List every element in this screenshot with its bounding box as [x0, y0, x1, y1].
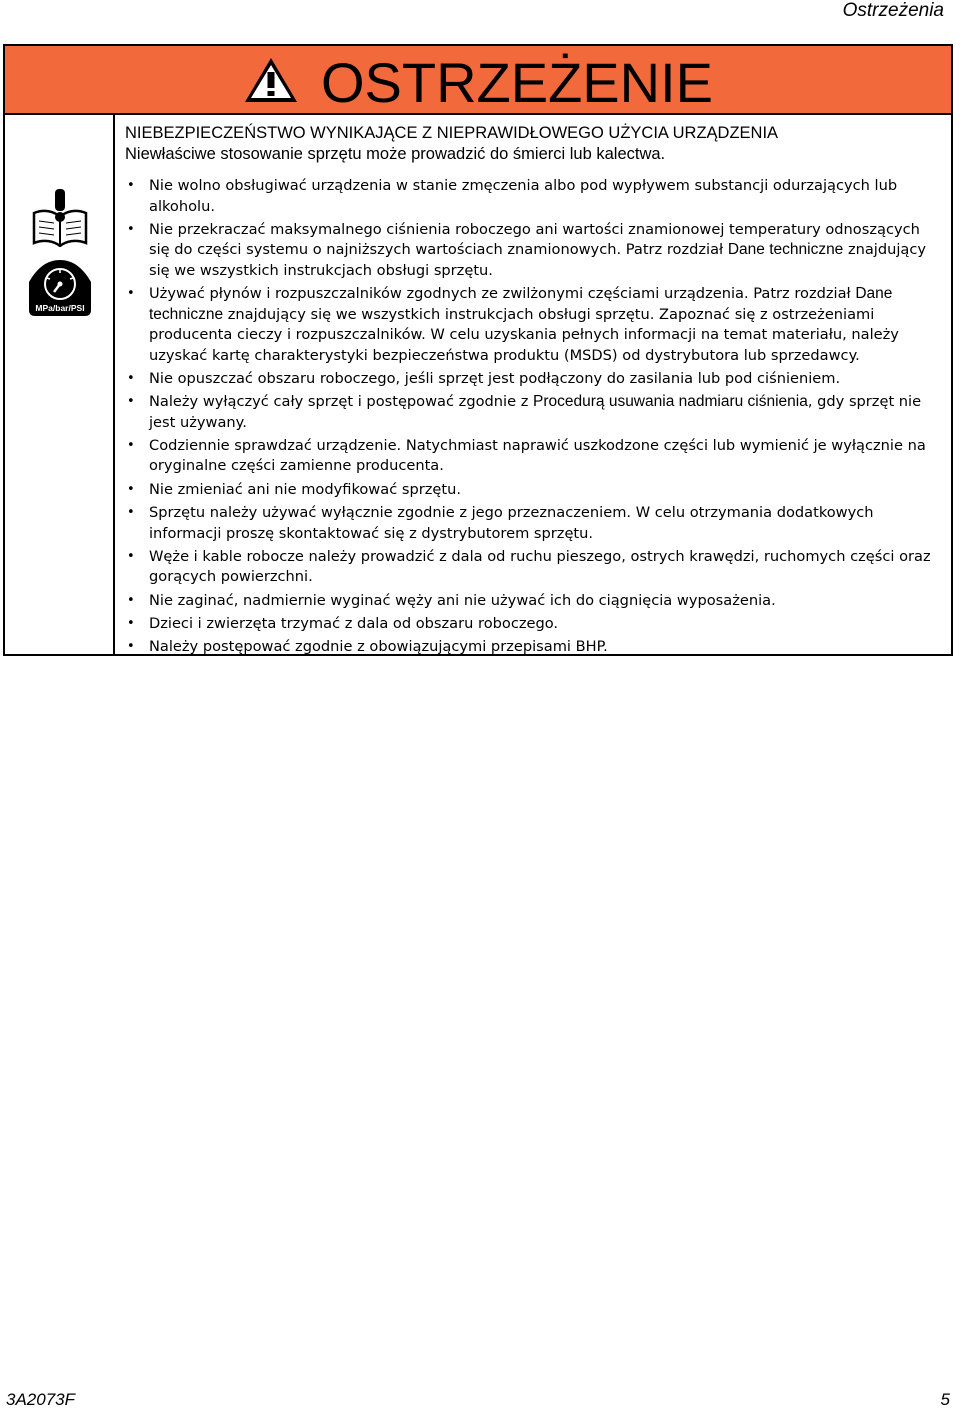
page-number: 5	[940, 1390, 950, 1409]
document-number: 3A2073F	[6, 1390, 75, 1409]
warning-box	[3, 44, 953, 656]
list-item: • Nie zmieniać ani nie modyfikować sprzętu.	[125, 480, 941, 501]
list-item: • Należy wyłączyć cały sprzęt i postępować zgodnie z Procedurą usuwania nadmiaru ciśnienia, gdy sprzęt nie jest używany.	[125, 392, 941, 433]
warning-heading: NIEBEZPIECZEŃSTWO WYNIKAJĄCE Z NIEPRAWIDŁOWEGO UŻYCIA URZĄDZENIA	[125, 124, 779, 142]
read-manual-icon	[32, 189, 88, 247]
warning-subheading: Niewłaściwe stosowanie sprzętu może prowadzić do śmierci lub kalectwa.	[125, 145, 666, 163]
list-item: • Nie zaginać, nadmiernie wyginać węży ani nie używać ich do ciągnięcia wyposażenia.	[125, 591, 941, 612]
section-reference: Dane techniczne	[149, 285, 893, 323]
warning-triangle-icon	[243, 56, 299, 104]
list-item: • Nie opuszczać obszaru roboczego, jeśli sprzęt jest podłączony do zasilania lub pod ciśnieniem.	[125, 369, 941, 390]
list-item: • Dzieci i zwierzęta trzymać z dala od obszaru roboczego.	[125, 614, 941, 635]
warning-content	[115, 115, 951, 656]
section-reference: Dane techniczne	[727, 241, 844, 259]
list-item: • Należy postępować zgodnie z obowiązującymi przepisami BHP.	[125, 637, 941, 658]
list-item: • Nie przekraczać maksymalnego ciśnienia roboczego ani wartości znamionowej temperatury odnoszących się do części systemu o najniższych wartościach znamionowych. Patrz rozdział Dane techniczne znajdujący się we wszystkich instrukcjach obsługi sprzętu.	[125, 220, 941, 282]
warning-banner	[5, 46, 951, 115]
section-header: Ostrzeżenia	[842, 0, 944, 21]
warning-title: OSTRZEŻENIE	[320, 50, 714, 114]
icon-column	[5, 115, 115, 656]
list-item: • Nie wolno obsługiwać urządzenia w stanie zmęczenia albo pod wypływem substancji odurzających lub alkoholu.	[125, 176, 941, 217]
pressure-unit-label: MPa/bar/PSI	[35, 303, 85, 313]
procedure-reference: Procedurą usuwania nadmiaru ciśnienia	[533, 393, 808, 411]
list-item: • Sprzętu należy używać wyłącznie zgodnie z jego przeznaczeniem. W celu otrzymania dodatkowych informacji proszę skontaktować się z dystrybutorem sprzętu.	[125, 503, 941, 544]
list-item: • Codziennie sprawdzać urządzenie. Natychmiast naprawić uszkodzone części lub wymienić je wyłącznie na oryginalne części zamienne producenta.	[125, 436, 941, 477]
pressure-gauge-icon	[27, 258, 93, 318]
warning-list	[125, 176, 941, 658]
list-item: • Używać płynów i rozpuszczalników zgodnych ze zwilżonymi częściami urządzenia. Patrz rozdział Dane techniczne znajdujący się we wszystkich instrukcjach obsługi sprzętu. Zapoznać się z ostrzeżeniami producenta cieczy i rozpuszczalników. W celu uzyskania pełnych informacji na temat materiału, należy uzyskać kartę charakterystyki bezpieczeństwa produktu (MSDS) od dystrybutora lub sprzedawcy.	[125, 284, 941, 366]
list-item: • Węże i kable robocze należy prowadzić z dala od ruchu pieszego, ostrych krawędzi, ruchomych części oraz gorących powierzchni.	[125, 547, 941, 588]
